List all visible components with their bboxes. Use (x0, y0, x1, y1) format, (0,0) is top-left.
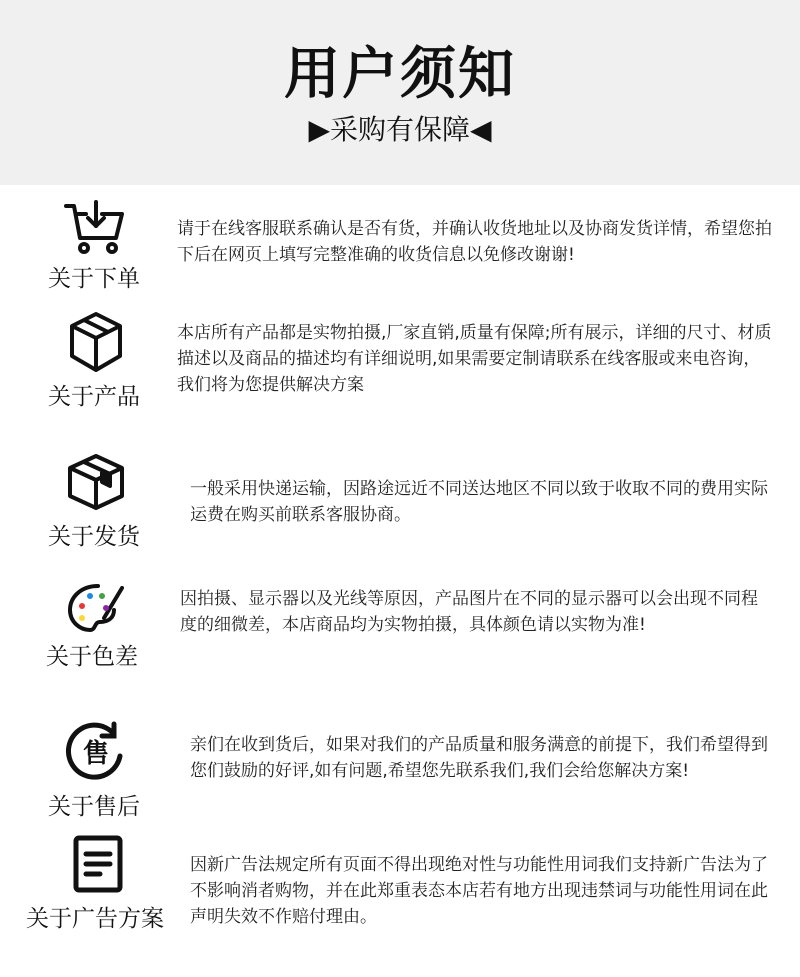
cart-download-icon (62, 196, 126, 260)
section-label-aftersale: 关于售后 (48, 794, 140, 820)
section-text-aftersale: 亲们在收到货后，如果对我们的产品质量和服务满意的前提下，我们希望得到您们鼓励的好评,如有问题,希望您先联系我们,我们会给您解决方案! (190, 735, 768, 781)
page-subtitle: ▶采购有保障◀ (308, 113, 492, 146)
section-text-product: 本店所有产品都是实物拍摄,厂家直销,质量有保障;所有展示，详细的尺寸、材质描述以及商品的描述均有详细说明,如果需要定制请联系在线客服或来电咨询，我们将为您提供解决方案 (177, 323, 772, 395)
section-label-color: 关于色差 (46, 644, 138, 670)
section-text-color: 因拍摄、显示器以及光线等原因，产品图片在不同的显示器可以会出现不同程度的细微差，本店商品均为实物拍摄，具体颜色请以实物为准! (180, 589, 758, 635)
section-text-order: 请于在线客服联系确认是否有货，并确认收货地址以及协商发货详情，希望您拍下后在网页上填写完整准确的收货信息以免修改谢谢! (177, 219, 772, 265)
cube-icon (64, 310, 128, 374)
after-sale-circle-icon (64, 720, 128, 784)
package-box-icon (64, 450, 128, 514)
after-sale-glyph: 售 (82, 739, 110, 769)
document-icon (66, 832, 130, 896)
color-palette-icon (64, 578, 128, 642)
section-label-product: 关于产品 (48, 384, 140, 410)
section-label-order: 关于下单 (48, 266, 140, 292)
page-title: 用户须知 (284, 42, 516, 107)
section-label-advertising: 关于广告方案 (26, 906, 164, 932)
header-banner (0, 0, 800, 185)
section-text-shipping: 一般采用快递运输，因路途远近不同送达地区不同以致于收取不同的费用实际运费在购买前联系客服协商。 (190, 479, 768, 525)
section-label-shipping: 关于发货 (48, 524, 140, 550)
section-text-advertising: 因新广告法规定所有页面不得出现绝对性与功能性用词我们支持新广告法为了不影响消者购物，并在此郑重表态本店若有地方出现违禁词与功能性用词在此声明失效不作赔付理由。 (190, 855, 768, 927)
